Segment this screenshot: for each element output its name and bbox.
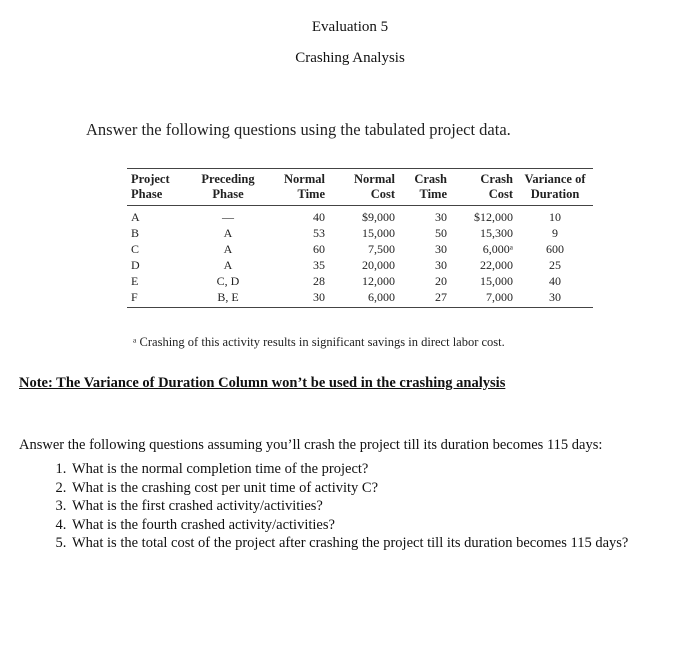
table-row bbox=[127, 289, 593, 308]
page-subtitle: Crashing Analysis bbox=[295, 50, 405, 66]
cell-crash-time: 30 bbox=[435, 258, 447, 272]
cell-crash-cost: 7,000 bbox=[451, 289, 517, 308]
cell-variance: 25 bbox=[549, 258, 561, 272]
header-project-phase: Project Phase bbox=[127, 169, 185, 206]
cell-crash-cost: 15,000 bbox=[480, 274, 513, 288]
cell-normal-time: 28 bbox=[313, 274, 325, 288]
cell-variance: 9 bbox=[552, 226, 558, 240]
table-header-row bbox=[127, 169, 593, 206]
cell-normal-cost: 12,000 bbox=[362, 274, 395, 288]
question-item: 5. What is the total cost of the project after crashing the project till its duration becomes 115 days? bbox=[70, 534, 700, 553]
table-footnote: ᵃ Crashing of this activity results in significant savings in direct labor cost. bbox=[133, 335, 505, 349]
cell-preceding: B, E bbox=[185, 289, 271, 308]
cell-crash-cost: 15,300 bbox=[480, 226, 513, 240]
cell-phase: B bbox=[131, 226, 140, 240]
cell-variance: 600 bbox=[546, 242, 564, 256]
table-row bbox=[127, 273, 593, 289]
cell-preceding: A bbox=[223, 258, 233, 272]
cell-phase: A bbox=[131, 210, 140, 224]
header-crash-time: Crash Time bbox=[399, 169, 451, 206]
question-item: 3. What is the first crashed activity/activities? bbox=[70, 497, 700, 516]
cell-normal-time: 60 bbox=[313, 242, 325, 256]
cell-crash-time: 30 bbox=[435, 210, 447, 224]
cell-crash-time: 30 bbox=[435, 242, 447, 256]
cell-preceding: A bbox=[223, 242, 233, 256]
cell-phase: F bbox=[127, 289, 185, 308]
cell-normal-cost: 20,000 bbox=[362, 258, 395, 272]
cell-phase: E bbox=[131, 274, 139, 288]
header-normal-time: Normal Time bbox=[271, 169, 329, 206]
question-item: 4. What is the fourth crashed activity/activities? bbox=[70, 516, 700, 535]
cell-crash-cost: 22,000 bbox=[480, 258, 513, 272]
cell-normal-time: 35 bbox=[313, 258, 325, 272]
questions-intro: Answer the following questions assuming you’ll crash the project till its duration becomes 115 days: bbox=[19, 437, 603, 453]
cell-preceding: A bbox=[223, 226, 233, 240]
cell-crash-time: 27 bbox=[399, 289, 451, 308]
cell-variance: 30 bbox=[517, 289, 593, 308]
header-variance-duration: Variance of Duration bbox=[517, 169, 593, 206]
table-row bbox=[127, 206, 593, 226]
cell-variance: 40 bbox=[549, 274, 561, 288]
cell-preceding: — bbox=[222, 210, 234, 224]
note-text: Note: The Variance of Duration Column won’t be used in the crashing analysis bbox=[19, 375, 506, 391]
cell-crash-time: 50 bbox=[435, 226, 447, 240]
cell-normal-time: 40 bbox=[313, 210, 325, 224]
cell-normal-cost: 7,500 bbox=[368, 242, 395, 256]
question-item: 1. What is the normal completion time of the project? bbox=[70, 460, 700, 479]
question-list bbox=[38, 460, 700, 553]
table-row bbox=[127, 225, 593, 241]
page-title: Evaluation 5 bbox=[311, 19, 389, 35]
cell-variance: 10 bbox=[549, 210, 561, 224]
cell-crash-cost: $12,000 bbox=[474, 210, 513, 224]
cell-normal-time: 53 bbox=[313, 226, 325, 240]
table-row bbox=[127, 257, 593, 273]
intro-text: Answer the following questions using the tabulated project data. bbox=[86, 120, 511, 139]
question-item: 2. What is the crashing cost per unit time of activity C? bbox=[70, 479, 700, 498]
cell-phase: D bbox=[131, 258, 140, 272]
cell-crash-cost: 6,000ᵃ bbox=[482, 242, 513, 256]
cell-normal-cost: 15,000 bbox=[362, 226, 395, 240]
cell-normal-time: 30 bbox=[271, 289, 329, 308]
cell-phase: C bbox=[131, 242, 140, 256]
project-data-table bbox=[127, 168, 593, 308]
header-crash-cost: Crash Cost bbox=[451, 169, 517, 206]
table-row bbox=[127, 241, 593, 257]
cell-normal-cost: $9,000 bbox=[362, 210, 395, 224]
cell-preceding: C, D bbox=[216, 274, 240, 288]
header-normal-cost: Normal Cost bbox=[329, 169, 399, 206]
cell-normal-cost: 6,000 bbox=[329, 289, 399, 308]
header-preceding-phase: Preceding Phase bbox=[185, 169, 271, 206]
cell-crash-time: 20 bbox=[435, 274, 447, 288]
